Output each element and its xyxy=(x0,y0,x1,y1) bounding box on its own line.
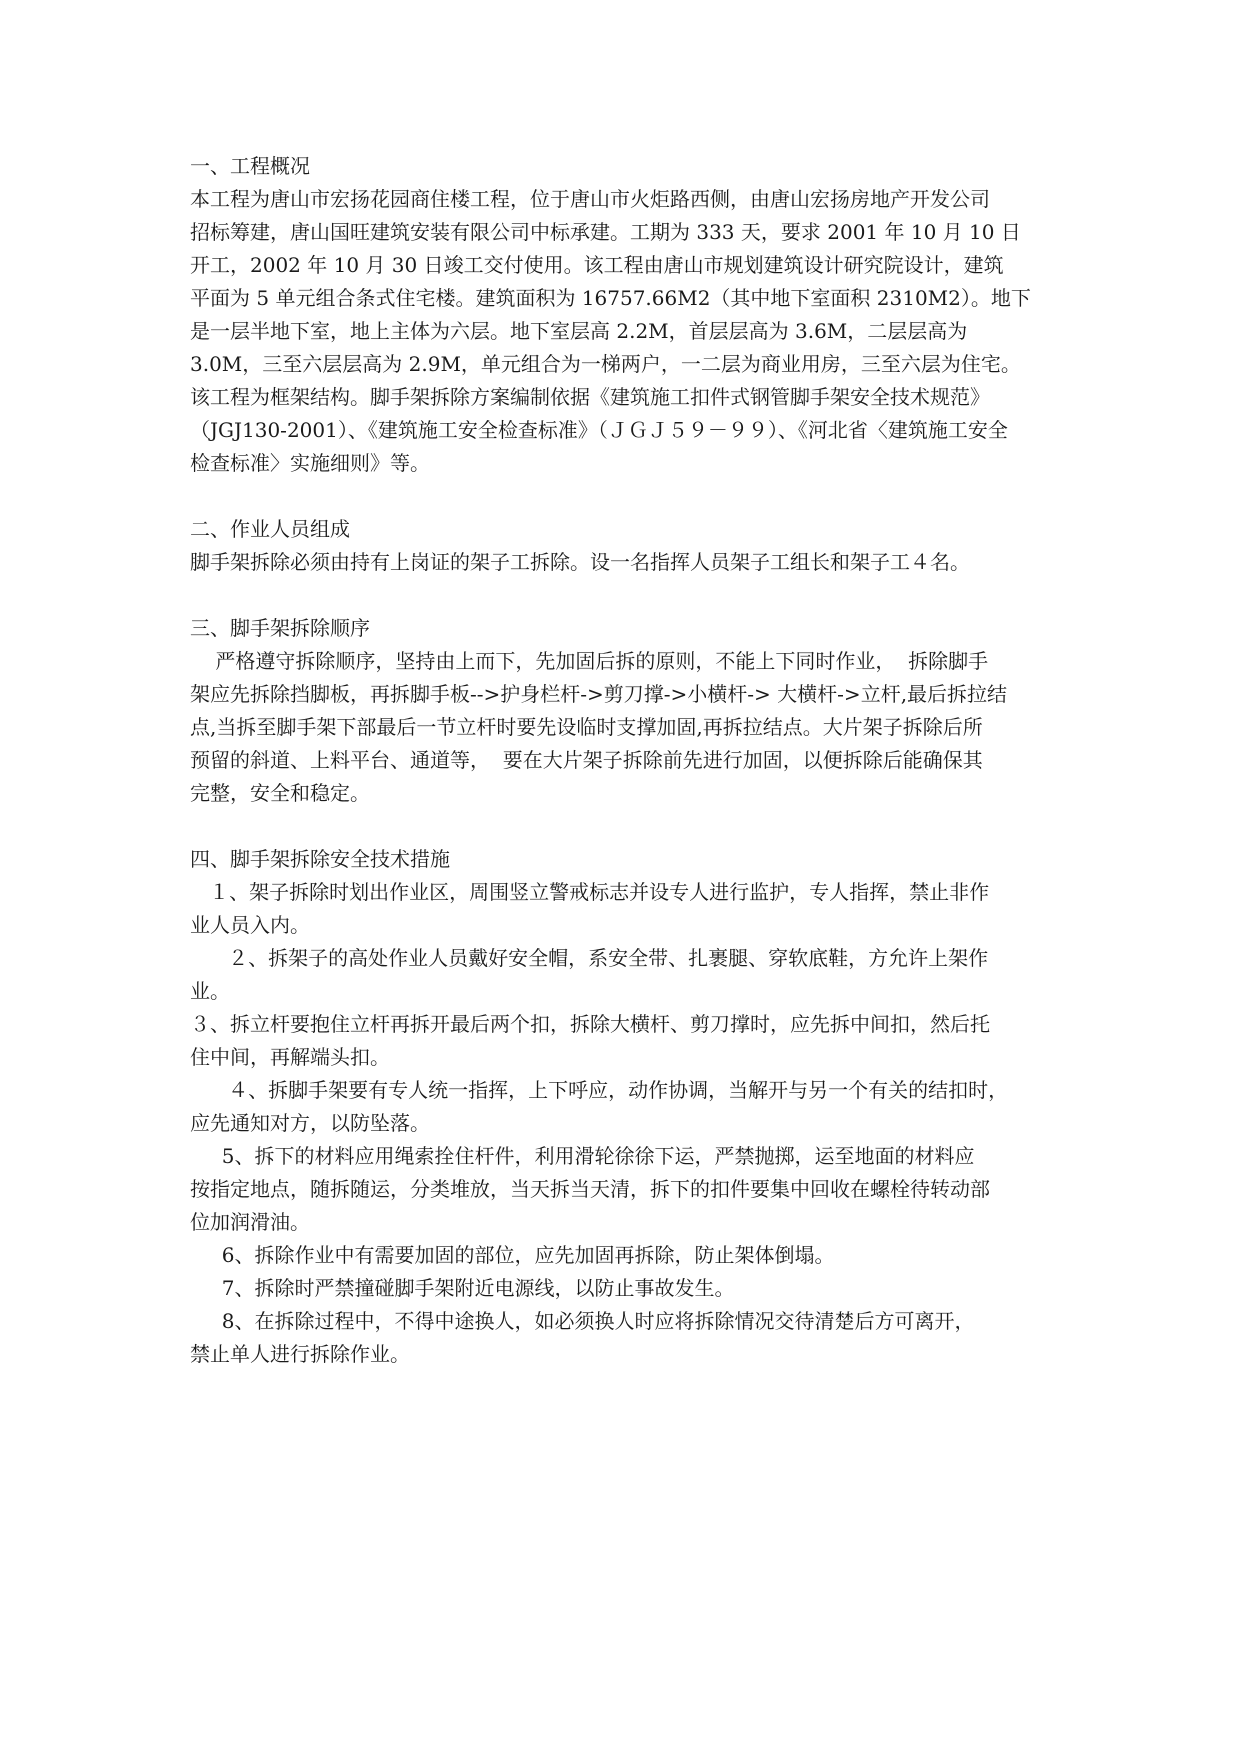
text-line: 位加润滑油。 xyxy=(190,1210,310,1234)
text-line: 按指定地点，随拆随运，分类堆放，当天拆当天清，拆下的扣件要集中回收在螺栓待转动部 xyxy=(190,1177,990,1201)
text-line: 脚手架拆除必须由持有上岗证的架子工拆除。设一名指挥人员架子工组长和架子工４名。 xyxy=(190,550,970,574)
paragraph xyxy=(190,942,1090,1008)
text-line: 应先通知对方，以防坠落。 xyxy=(190,1111,430,1135)
section-heading: 一、工程概况 xyxy=(190,154,310,178)
text-line: 点,当拆至脚手架下部最后一节立杆时要先设临时支撑加固,再拆拉结点。大片架子拆除后所 xyxy=(190,715,983,739)
paragraph xyxy=(190,1140,1090,1239)
text-line: 7、拆除时严禁撞碰脚手架附近电源线，以防止事故发生。 xyxy=(190,1276,735,1300)
paragraph xyxy=(190,1074,1090,1140)
text-line: 5、拆下的材料应用绳索拴住杆件，利用滑轮徐徐下运，严禁抛掷，运至地面的材料应 xyxy=(190,1144,975,1168)
section-heading: 四、脚手架拆除安全技术措施 xyxy=(190,847,450,871)
text-line: 检查标准〉实施细则》等。 xyxy=(190,451,430,475)
text-line: 架应先拆除挡脚板，再拆脚手板-->护身栏杆->剪刀撑->小横杆-> 大横杆->立杆,最后拆拉结 xyxy=(190,682,1008,706)
text-line: 平面为 5 单元组合条式住宅楼。建筑面积为 16757.66M2（其中地下室面积 2310M2）。地下 xyxy=(190,286,1031,310)
blank-line xyxy=(190,810,1090,843)
text-line: （JGJ130-2001）、《建筑施工安全检查标准》（ＪＧＪ５９－９９）、《河北省〈建筑施工安全 xyxy=(190,418,1008,442)
text-line: 3.0M，三至六层层高为 2.9M，单元组合为一梯两户，一二层为商业用房，三至六层为住宅。 xyxy=(190,352,1021,376)
text-line: 开工，2002 年 10 月 30 日竣工交付使用。该工程由唐山市规划建筑设计研究院设计，建筑 xyxy=(190,253,1004,277)
text-line: ２、拆架子的高处作业人员戴好安全帽，系安全带、扎裹腿、穿软底鞋，方允许上架作 xyxy=(190,946,989,970)
section-safety-measures xyxy=(190,843,1090,1371)
section-heading: 三、脚手架拆除顺序 xyxy=(190,616,370,640)
paragraph xyxy=(190,183,1090,480)
paragraph xyxy=(190,546,1090,579)
text-line: 该工程为框架结构。脚手架拆除方案编制依据《建筑施工扣件式钢管脚手架安全技术规范》 xyxy=(190,385,990,409)
text-line: 预留的斜道、上料平台、通道等， 要在大片架子拆除前先进行加固，以便拆除后能确保其 xyxy=(190,748,983,772)
text-line: 完整，安全和稳定。 xyxy=(190,781,370,805)
document-body xyxy=(190,150,1090,1371)
text-line: 业人员入内。 xyxy=(190,913,310,937)
text-line: ４、拆脚手架要有专人统一指挥，上下呼应，动作协调，当解开与另一个有关的结扣时， xyxy=(190,1078,1009,1102)
paragraph xyxy=(190,1305,1090,1371)
paragraph xyxy=(190,1239,1090,1272)
text-line: １、架子拆除时划出作业区，周围竖立警戒标志并设专人进行监护，专人指挥，禁止非作 xyxy=(190,880,990,904)
text-line: 6、拆除作业中有需要加固的部位，应先加固再拆除，防止架体倒塌。 xyxy=(190,1243,835,1267)
text-line: 禁止单人进行拆除作业。 xyxy=(190,1342,410,1366)
text-line: 业。 xyxy=(190,979,230,1003)
text-line: ３、拆立杆要抱住立杆再拆开最后两个扣，拆除大横杆、剪刀撑时，应先拆中间扣，然后托 xyxy=(190,1012,990,1036)
paragraph xyxy=(190,645,1090,810)
blank-line xyxy=(190,579,1090,612)
section-heading: 二、作业人员组成 xyxy=(190,517,350,541)
section-project-overview xyxy=(190,150,1090,480)
paragraph xyxy=(190,1272,1090,1305)
blank-line xyxy=(190,480,1090,513)
paragraph xyxy=(190,876,1090,942)
section-personnel xyxy=(190,513,1090,579)
text-line: 严格遵守拆除顺序，坚持由上而下，先加固后拆的原则，不能上下同时作业， 拆除脚手 xyxy=(190,649,989,673)
paragraph xyxy=(190,1008,1090,1074)
section-dismantling-order xyxy=(190,612,1090,810)
text-line: 是一层半地下室，地上主体为六层。地下室层高 2.2M，首层层高为 3.6M，二层层高为 xyxy=(190,319,968,343)
text-line: 招标筹建，唐山国旺建筑安装有限公司中标承建。工期为 333 天，要求 2001 年 10 月 10 日 xyxy=(190,220,1021,244)
text-line: 8、在拆除过程中，不得中途换人，如必须换人时应将拆除情况交待清楚后方可离开， xyxy=(190,1309,975,1333)
text-line: 本工程为唐山市宏扬花园商住楼工程，位于唐山市火炬路西侧，由唐山宏扬房地产开发公司 xyxy=(190,187,990,211)
text-line: 住中间，再解端头扣。 xyxy=(190,1045,390,1069)
